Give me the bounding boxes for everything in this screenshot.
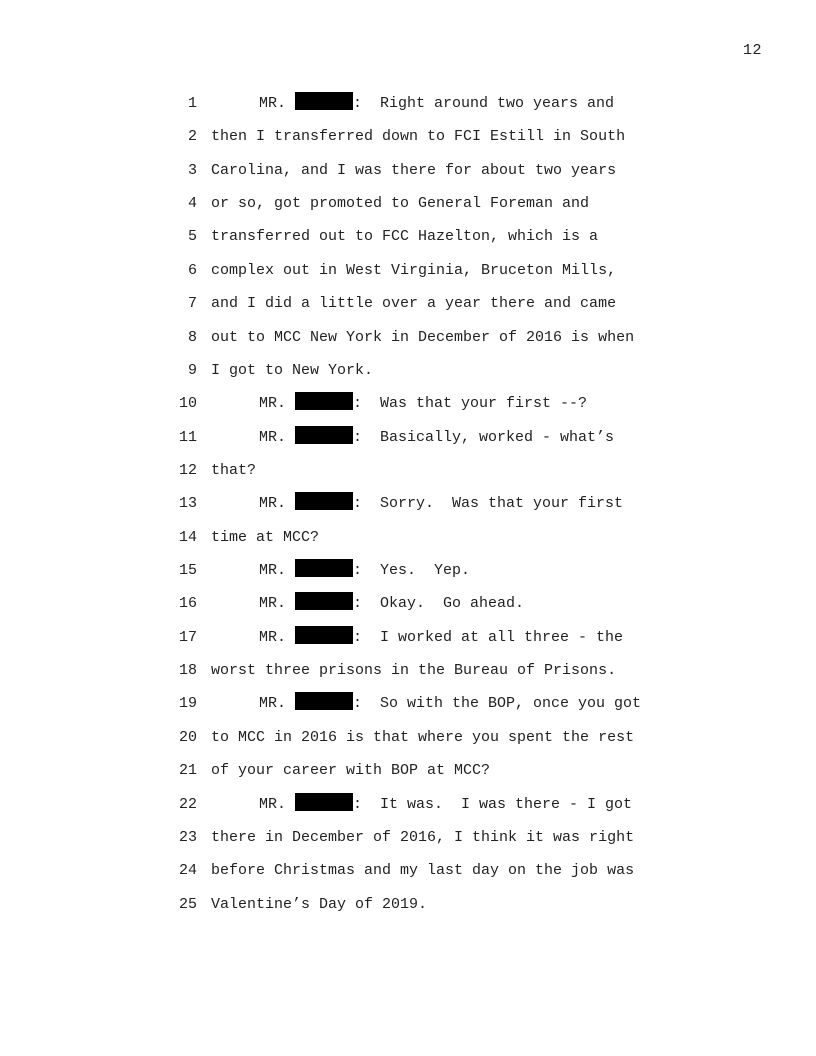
transcript-line — [0, 220, 816, 253]
speaker-line-text — [259, 421, 614, 454]
line-number: 23 — [178, 828, 197, 846]
line-content: : I worked at all three - the — [353, 628, 624, 646]
line-number: 22 — [178, 795, 197, 813]
line-content: and I did a little over a year there and came — [211, 295, 617, 313]
speaker-line-text — [259, 621, 623, 654]
line-text — [211, 721, 634, 754]
redaction-block — [295, 692, 353, 710]
line-content: Valentine’s Day of 2019. — [211, 895, 428, 913]
line-number: 18 — [178, 662, 197, 680]
transcript-line — [0, 187, 816, 220]
transcript-line — [0, 521, 816, 554]
transcript-line — [0, 854, 816, 887]
line-content: time at MCC? — [211, 528, 320, 546]
line-text — [211, 354, 373, 387]
transcript-line — [0, 487, 816, 520]
line-number: 10 — [178, 395, 197, 413]
line-content: to MCC in 2016 is that where you spent the rest — [211, 728, 635, 746]
line-text — [211, 220, 598, 253]
line-text — [211, 154, 616, 187]
line-number: 24 — [178, 862, 197, 880]
line-text — [211, 888, 427, 921]
line-text — [211, 321, 634, 354]
line-text — [211, 454, 256, 487]
redaction-block — [295, 559, 353, 577]
line-content: : Was that your first --? — [353, 395, 588, 413]
line-text — [211, 754, 490, 787]
line-number: 21 — [178, 762, 197, 780]
line-content: there in December of 2016, I think it was right — [211, 828, 635, 846]
line-text — [211, 187, 589, 220]
transcript-line — [0, 87, 816, 120]
line-content: : Yes. Yep. — [353, 562, 471, 580]
transcript-line — [0, 421, 816, 454]
line-number: 4 — [187, 195, 197, 213]
line-number: 17 — [178, 628, 197, 646]
line-content: of your career with BOP at MCC? — [211, 762, 491, 780]
speaker-line-text — [259, 687, 641, 720]
speaker-line-text — [259, 587, 524, 620]
line-content: : So with the BOP, once you got — [353, 695, 642, 713]
line-text — [211, 120, 625, 153]
line-number: 12 — [178, 461, 197, 479]
transcript-line — [0, 154, 816, 187]
transcript-line — [0, 454, 816, 487]
line-content: I got to New York. — [211, 361, 374, 379]
line-number: 6 — [187, 261, 197, 279]
line-number: 19 — [178, 695, 197, 713]
speaker-line-text — [259, 788, 632, 821]
line-content: before Christmas and my last day on the job was — [211, 862, 635, 880]
line-number: 7 — [187, 295, 197, 313]
speaker-line-text — [259, 554, 470, 587]
speaker-prefix: MR. — [259, 628, 296, 646]
speaker-prefix: MR. — [259, 495, 296, 513]
transcript-line — [0, 354, 816, 387]
line-content: or so, got promoted to General Foreman and — [211, 195, 590, 213]
line-content: complex out in West Virginia, Bruceton Mills, — [211, 261, 617, 279]
redaction-block — [295, 793, 353, 811]
line-content: worst three prisons in the Bureau of Prisons. — [211, 662, 617, 680]
line-text — [211, 254, 616, 287]
transcript-line — [0, 287, 816, 320]
line-number: 20 — [178, 728, 197, 746]
transcript-line — [0, 254, 816, 287]
line-number: 2 — [187, 128, 197, 146]
redaction-block — [295, 426, 353, 444]
redaction-block — [295, 592, 353, 610]
speaker-line-text — [259, 487, 623, 520]
line-text — [211, 854, 634, 887]
transcript-line — [0, 754, 816, 787]
line-number: 11 — [178, 428, 197, 446]
line-text — [211, 521, 319, 554]
line-text — [211, 654, 616, 687]
line-number: 25 — [178, 895, 197, 913]
line-content: : Right around two years and — [353, 95, 615, 112]
transcript-line — [0, 120, 816, 153]
line-content: transferred out to FCC Hazelton, which is a — [211, 228, 599, 246]
speaker-prefix: MR. — [259, 795, 296, 813]
line-number: 5 — [187, 228, 197, 246]
redaction-block — [295, 392, 353, 410]
line-content: out to MCC New York in December of 2016 is when — [211, 328, 635, 346]
speaker-prefix: MR. — [259, 95, 296, 112]
line-text — [211, 287, 616, 320]
speaker-prefix: MR. — [259, 595, 296, 613]
line-content: Carolina, and I was there for about two years — [211, 161, 617, 179]
transcript-line — [0, 621, 816, 654]
redaction-block — [295, 492, 353, 510]
transcript-body — [0, 87, 816, 921]
line-number: 8 — [187, 328, 197, 346]
transcript-line — [0, 788, 816, 821]
transcript-line — [0, 721, 816, 754]
line-number: 15 — [178, 562, 197, 580]
transcript-line — [0, 321, 816, 354]
line-number: 1 — [187, 95, 197, 112]
line-content: : Basically, worked - what’s — [353, 428, 615, 446]
page-number: 12 — [742, 42, 762, 59]
transcript-line — [0, 654, 816, 687]
line-number: 9 — [187, 361, 197, 379]
redaction-block — [295, 626, 353, 644]
line-content: : Okay. Go ahead. — [353, 595, 525, 613]
speaker-prefix: MR. — [259, 395, 296, 413]
speaker-line-text — [259, 387, 587, 420]
line-content: : It was. I was there - I got — [353, 795, 633, 813]
transcript-line — [0, 821, 816, 854]
line-content: then I transferred down to FCI Estill in South — [211, 128, 626, 146]
line-number: 16 — [178, 595, 197, 613]
line-number: 13 — [178, 495, 197, 513]
line-content: : Sorry. Was that your first — [353, 495, 624, 513]
transcript-line — [0, 587, 816, 620]
speaker-prefix: MR. — [259, 695, 296, 713]
redaction-block — [295, 92, 353, 110]
speaker-prefix: MR. — [259, 428, 296, 446]
line-number: 3 — [187, 161, 197, 179]
line-content: that? — [211, 461, 257, 479]
transcript-line — [0, 687, 816, 720]
speaker-prefix: MR. — [259, 562, 296, 580]
transcript-line — [0, 387, 816, 420]
transcript-line — [0, 888, 816, 921]
line-text — [211, 821, 634, 854]
line-number: 14 — [178, 528, 197, 546]
transcript-line — [0, 554, 816, 587]
speaker-line-text — [259, 87, 614, 120]
